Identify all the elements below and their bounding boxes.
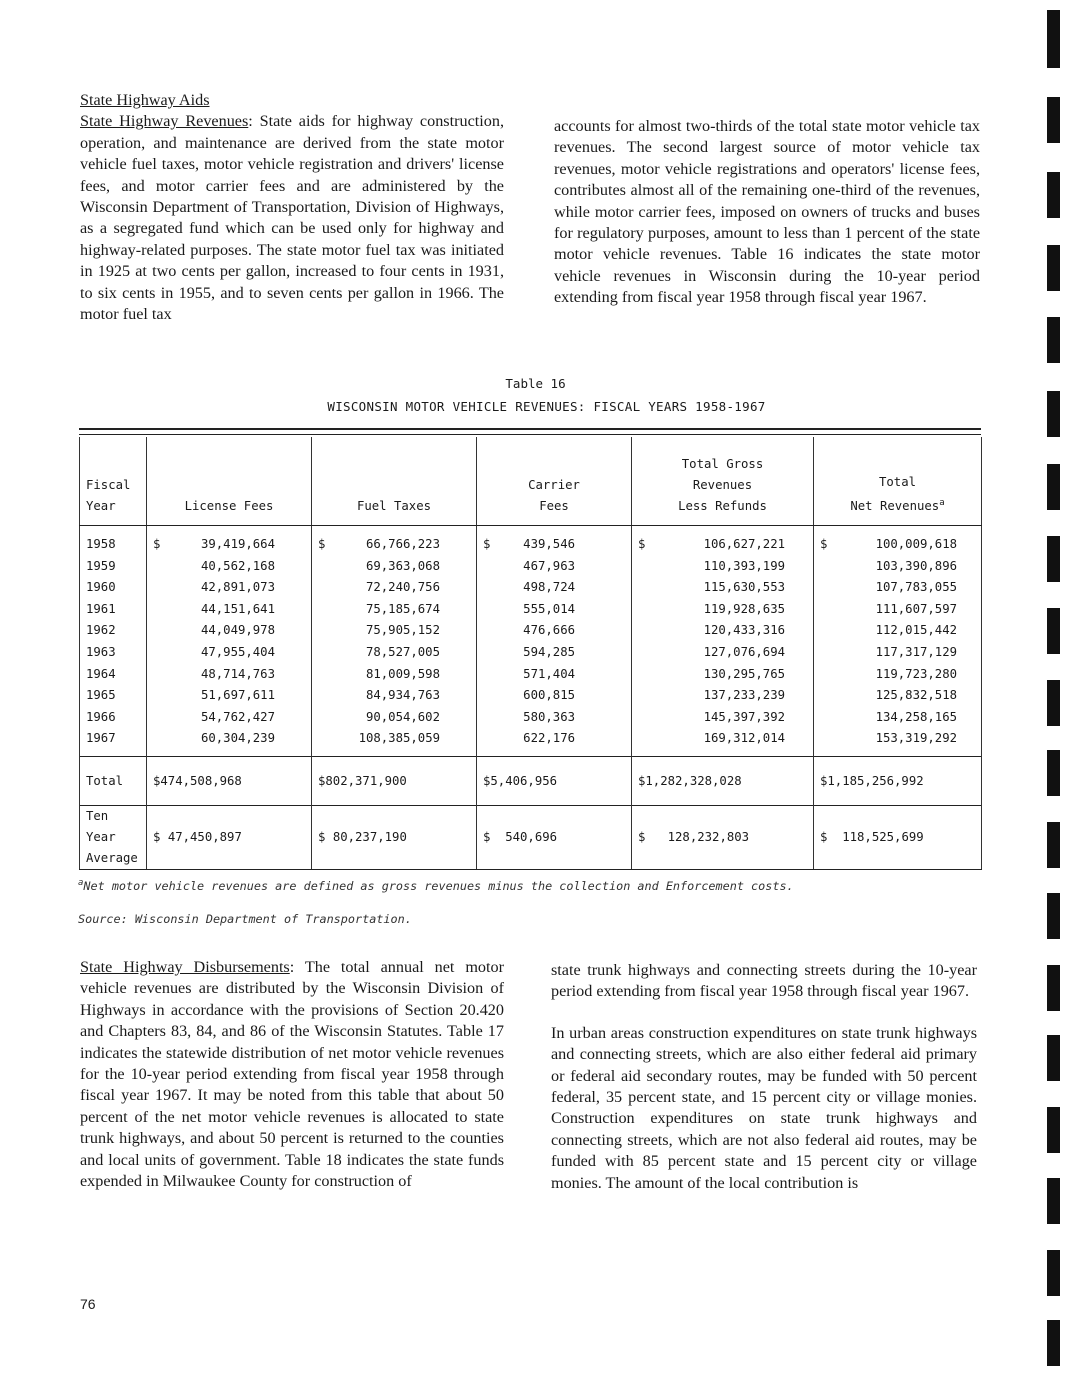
table-cell-license: 42,891,073 xyxy=(147,577,312,599)
table-cell-year: 1959 xyxy=(80,556,147,578)
table-cell-fuel: $ 66,766,223 xyxy=(312,526,477,556)
table-row xyxy=(80,728,982,756)
header-fuel-taxes: Fuel Taxes xyxy=(312,437,477,526)
table-top-rule xyxy=(79,428,981,435)
table-cell-net: 153,319,292 xyxy=(814,728,982,756)
scan-edge-mark xyxy=(1047,1107,1060,1153)
table-cell-carrier: 467,963 xyxy=(477,556,632,578)
table-cell-carrier: 571,404 xyxy=(477,664,632,686)
table-cell-gross: 110,393,199 xyxy=(632,556,814,578)
header-net-revenues: Total Net Revenues$^a$ xyxy=(814,437,982,526)
table-cell-year: 1963 xyxy=(80,642,147,664)
header-carrier-fees: Carrier Fees xyxy=(477,437,632,526)
table-row xyxy=(80,526,982,556)
table-cell-net: 107,783,055 xyxy=(814,577,982,599)
disbursements-left-column xyxy=(80,957,504,1192)
table-footnote: $^a$Net motor vehicle revenues are defined as gross revenues minus the collection and Enforcement costs. xyxy=(78,878,794,893)
scan-edge-mark xyxy=(1047,10,1060,68)
table-cell-year: 1961 xyxy=(80,599,147,621)
table-title: WISCONSIN MOTOR VEHICLE REVENUES: FISCAL YEARS 1958-1967 xyxy=(327,399,766,414)
table-cell-gross: 137,233,239 xyxy=(632,685,814,707)
revenues-paragraph-continued: accounts for almost two-thirds of the total state motor vehicle tax revenues. The second largest source of motor vehicle tax revenues, motor vehicle registrations and operators' license fees, contributes almost all of the remaining one-third of the revenues, while motor carrier fees, imposed on owners of trucks and buses for regulatory purposes, amount to less than 1 percent of the state motor vehicle revenues. Table 16 indicates the state motor vehicle revenues in Wisconsin during the 10-year period extending from fiscal year 1958 through fiscal year 1967. xyxy=(554,117,980,307)
table-row xyxy=(80,642,982,664)
scan-edge-mark xyxy=(1047,822,1060,868)
table-row xyxy=(80,599,982,621)
scan-edge-mark xyxy=(1047,464,1060,510)
table-cell-year: 1965 xyxy=(80,685,147,707)
header-fiscal-year: Fiscal Year xyxy=(80,437,147,526)
table-cell-fuel: 81,009,598 xyxy=(312,664,477,686)
table-cell-carrier: $ 439,546 xyxy=(477,526,632,556)
table-cell-net: 111,607,597 xyxy=(814,599,982,621)
table-cell-carrier: 622,176 xyxy=(477,728,632,756)
table-cell-year: 1960 xyxy=(80,577,147,599)
table-cell-fuel: 75,185,674 xyxy=(312,599,477,621)
page-number: 76 xyxy=(80,1296,96,1312)
scan-edge-mark xyxy=(1047,172,1060,218)
table-cell-license: 51,697,611 xyxy=(147,685,312,707)
table-cell-gross: 169,312,014 xyxy=(632,728,814,756)
table-number: Table 16 xyxy=(505,376,566,391)
table-cell-license: 48,714,763 xyxy=(147,664,312,686)
table-cell-carrier: 498,724 xyxy=(477,577,632,599)
table-total-row: Total $474,508,968 $802,371,900 $5,406,956 $1,282,328,028 $1,185,256,992 xyxy=(80,756,982,805)
table-cell-carrier: 580,363 xyxy=(477,707,632,729)
table-cell-license: 40,562,168 xyxy=(147,556,312,578)
section-title: State Highway Aids xyxy=(80,91,210,109)
scan-edge-mark xyxy=(1047,965,1060,1011)
header-total-gross: Total Gross Revenues Less Refunds xyxy=(632,437,814,526)
scan-edge-mark xyxy=(1047,608,1060,654)
table-cell-license: 47,955,404 xyxy=(147,642,312,664)
disbursements-paragraph: State Highway Disbursements: The total annual net motor vehicle revenues are distributed by the Wisconsin Division of Highways in accordance with the provisions of Section 20.420 and Chapters 83, 84, and 86 of the Wisconsin Statutes. Table 17 indicates the statewide distribution of net motor vehicle revenues for the 10-year period extending from fiscal year 1958 through fiscal year 1967. It may be noted from this table that about 50 percent of the net motor vehicle revenues is allocated to state trunk highways, and about 50 percent is returned to the counties and local units of government. Table 18 indicates the state funds expended in Milwaukee County for construction of xyxy=(80,958,505,1191)
table-cell-license: 60,304,239 xyxy=(147,728,312,756)
header-license-fees: License Fees xyxy=(147,437,312,526)
table-cell-year: 1967 xyxy=(80,728,147,756)
table-row xyxy=(80,577,982,599)
table-cell-gross: 120,433,316 xyxy=(632,620,814,642)
table-cell-gross: 115,630,553 xyxy=(632,577,814,599)
scan-edge-mark xyxy=(1047,1178,1060,1224)
table-cell-gross: $ 106,627,221 xyxy=(632,526,814,556)
revenues-right-column xyxy=(554,116,980,309)
revenues-left-column xyxy=(80,90,504,325)
table-cell-license: 44,151,641 xyxy=(147,599,312,621)
table-cell-net: 119,723,280 xyxy=(814,664,982,686)
scan-edge-mark xyxy=(1047,893,1060,939)
table-cell-year: 1964 xyxy=(80,664,147,686)
table-row xyxy=(80,664,982,686)
table-cell-fuel: 108,385,059 xyxy=(312,728,477,756)
table-cell-gross: 130,295,765 xyxy=(632,664,814,686)
scan-edge-mark xyxy=(1047,317,1060,363)
scan-edge-mark xyxy=(1047,750,1060,796)
table-row xyxy=(80,556,982,578)
table-cell-net: 112,015,442 xyxy=(814,620,982,642)
scan-edge-mark xyxy=(1047,536,1060,582)
table-cell-net: 125,832,518 xyxy=(814,685,982,707)
revenues-heading: State Highway Revenues xyxy=(80,112,249,131)
table-cell-fuel: 90,054,602 xyxy=(312,707,477,729)
scan-edge-mark xyxy=(1047,97,1060,143)
table-cell-year: 1958 xyxy=(80,526,147,556)
table-cell-carrier: 476,666 xyxy=(477,620,632,642)
scan-edge-mark xyxy=(1047,1035,1060,1081)
scan-edge-mark xyxy=(1047,245,1060,291)
table-cell-net: 134,258,165 xyxy=(814,707,982,729)
scan-edge-mark xyxy=(1047,391,1060,437)
table-cell-license: 54,762,427 xyxy=(147,707,312,729)
scan-edge-mark xyxy=(1047,1320,1060,1366)
revenues-paragraph: State Highway Revenues: State aids for highway construction, operation, and maintenance are derived from the state motor vehicle fuel taxes, motor vehicle registration and drivers' license fees, and motor carrier fees and are administered by the Wisconsin Department of Transportation, Division of Highways, as a segregated fund which can be used only for highway and highway-related purposes. The state motor fuel tax was initiated in 1925 at two cents per gallon, increased to four cents in 1931, to six cents in 1955, and to seven cents per gallon in 1966. The motor fuel tax xyxy=(80,112,504,324)
table-cell-gross: 145,397,392 xyxy=(632,707,814,729)
table-cell-net: 103,390,896 xyxy=(814,556,982,578)
table-cell-license: 44,049,978 xyxy=(147,620,312,642)
table-cell-fuel: 69,363,068 xyxy=(312,556,477,578)
table-source: Source: Wisconsin Department of Transportation. xyxy=(78,912,412,926)
table-cell-net: $ 100,009,618 xyxy=(814,526,982,556)
table-cell-net: 117,317,129 xyxy=(814,642,982,664)
table-average-row: Ten Year Average $ 47,450,897 $ 80,237,190 $ 540,696 $ 128,232,803 $ 118,525,699 xyxy=(80,805,982,869)
table-header-row xyxy=(80,437,982,526)
table-cell-year: 1962 xyxy=(80,620,147,642)
disbursements-right-column xyxy=(551,960,977,1194)
table-row xyxy=(80,620,982,642)
table-row xyxy=(80,685,982,707)
table-cell-license: $ 39,419,664 xyxy=(147,526,312,556)
table-body xyxy=(80,526,982,757)
table-cell-carrier: 600,815 xyxy=(477,685,632,707)
scan-edge-mark xyxy=(1047,1250,1060,1296)
table-cell-gross: 127,076,694 xyxy=(632,642,814,664)
scan-edge-mark xyxy=(1047,680,1060,726)
table-cell-fuel: 78,527,005 xyxy=(312,642,477,664)
disbursements-heading: State Highway Disbursements xyxy=(80,958,290,976)
disbursements-paragraph-continued: state trunk highways and connecting streets during the 10-year period extending from fiscal year 1958 through fiscal year 1967. xyxy=(551,961,977,1001)
table-cell-fuel: 84,934,763 xyxy=(312,685,477,707)
table-cell-fuel: 72,240,756 xyxy=(312,577,477,599)
table-cell-gross: 119,928,635 xyxy=(632,599,814,621)
table-cell-carrier: 594,285 xyxy=(477,642,632,664)
table-cell-fuel: 75,905,152 xyxy=(312,620,477,642)
table-cell-year: 1966 xyxy=(80,707,147,729)
table-row xyxy=(80,707,982,729)
table-cell-carrier: 555,014 xyxy=(477,599,632,621)
revenues-table xyxy=(79,428,981,870)
urban-areas-paragraph: In urban areas construction expenditures on state trunk highways and connecting streets, which are also either federal aid primary or federal aid secondary routes, may be funded with 50 percent federal, 35 percent state, and 15 percent city or village monies. Construction expenditures on state trunk highways and connecting streets, which are not also federal aid routes, may be funded with 85 percent state and 15 percent city or village monies. The amount of the local contribution is xyxy=(551,1023,977,1192)
